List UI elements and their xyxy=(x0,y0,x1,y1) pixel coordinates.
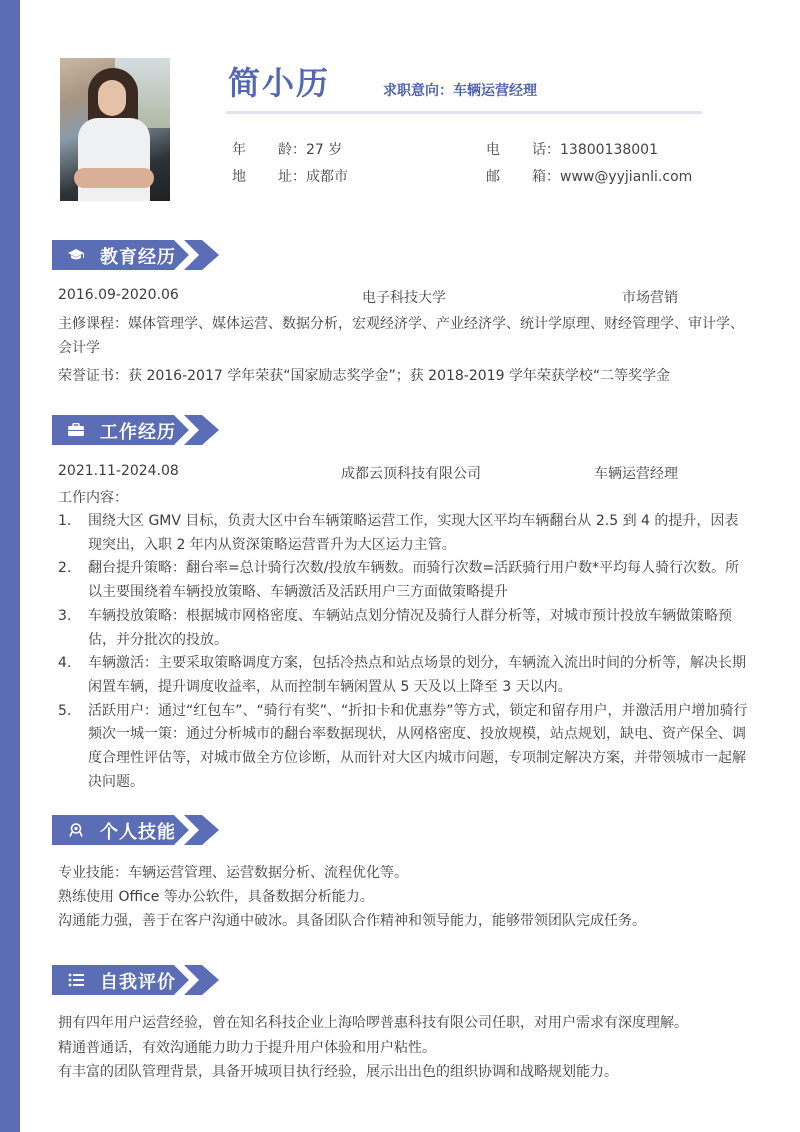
work-duties-list xyxy=(58,510,748,794)
list-item: 1. 围绕大区 GMV 目标，负责大区中台车辆策略运营工作，实现大区平均车辆翻台从 2.5 到 4 的提升，因表现突出，入职 2 年内从资深策略运营晋升为大区运力主管。 xyxy=(58,513,739,553)
edu-courses: 主修课程：媒体管理学、媒体运营、数据分析，宏观经济学、产业经济学、统计学原理、财经管理学、审计学、会计学 xyxy=(58,316,744,356)
list-item: 3. 车辆投放策略：根据城市网格密度、车辆站点划分情况及骑行人群分析等，对城市预计投放车辆做策略预估，并分批次的投放。 xyxy=(58,607,732,648)
briefcase-icon xyxy=(67,423,85,437)
header-separator xyxy=(226,111,702,114)
self-eval-line: 拥有四年用户运营经验，曾在知名科技企业上海哈啰普惠科技有限公司任职，对用户需求有深度理解。 xyxy=(58,1015,688,1031)
edu-school: 电子科技大学 xyxy=(362,290,446,306)
info-phone: 电 话：13800138001 xyxy=(486,142,658,158)
edu-period: 2016.09-2020.06 xyxy=(58,287,179,303)
list-item: 2. 翻台提升策略：翻台率=总计骑行次数/投放车辆数。而骑行次数=活跃骑行用户数*平均每人骑行次数。所以主要围绕着车辆投放策略、车辆激活及活跃用户三方面做策略提升 xyxy=(58,560,740,601)
skill-line: 沟通能力强，善于在客户沟通中破冰。具备团队合作精神和领导能力，能够带领团队完成任务。 xyxy=(58,913,646,929)
section-header-skills: 个人技能 xyxy=(52,815,222,845)
list-icon xyxy=(67,973,85,987)
left-accent-stripe xyxy=(0,0,20,1132)
work-content-label: 工作内容： xyxy=(58,490,128,506)
work-position: 车辆运营经理 xyxy=(594,466,678,482)
info-age: 年 龄：27 岁 xyxy=(232,142,343,158)
job-intent: 求职意向：车辆运营经理 xyxy=(383,83,537,99)
candidate-name: 简小历 xyxy=(228,64,331,102)
edu-honors: 荣誉证书：获 2016-2017 学年荣获“国家励志奖学金”；获 2018-2019 学年荣获学校“二等奖学金 xyxy=(58,368,671,384)
work-company: 成都云顶科技有限公司 xyxy=(341,466,481,482)
graduation-cap-icon xyxy=(67,248,85,262)
self-eval-line: 有丰富的团队管理背景，具备开城项目执行经验，展示出出色的组织协调和战略规划能力。 xyxy=(58,1064,618,1080)
list-item: 4. 车辆激活：主要采取策略调度方案，包括冷热点和站点场景的划分，车辆流入流出时间的分析等，解决长期闲置车辆，提升调度收益率，从而控制车辆闲置从 5 天及以上降至 3 天以内。 xyxy=(58,655,746,695)
section-header-education: 教育经历 xyxy=(52,240,222,270)
self-eval-line: 精通普通话，有效沟通能力助力于提升用户体验和用户粘性。 xyxy=(58,1039,436,1056)
section-header-work: 工作经历 xyxy=(52,415,222,445)
list-item: 5. 活跃用户：通过“红包车”、“骑行有奖”、“折扣卡和优惠券”等方式，锁定和留存用户，并激活用户增加骑行频次一城一策：通过分析城市的翻台率数据现状，从网格密度、投放规模，站点规划，缺电、资产保全、调度合理性评估等，对城市做全方位诊断，从而针对大区内城市问题，专项制定解决方案，并带领城市一起解决问题。 xyxy=(58,702,748,790)
skill-line: 专业技能：车辆运营管理、运营数据分析、流程优化等。 xyxy=(58,865,408,881)
skills-list xyxy=(58,861,748,933)
award-badge-icon xyxy=(67,823,85,837)
work-period: 2021.11-2024.08 xyxy=(58,463,179,479)
info-address: 地 址：成都市 xyxy=(232,169,348,185)
skill-line: 熟练使用 Office 等办公软件，具备数据分析能力。 xyxy=(58,889,374,905)
profile-photo xyxy=(60,58,170,201)
section-header-self-evaluation: 自我评价 xyxy=(52,965,222,995)
edu-major: 市场营销 xyxy=(622,290,678,306)
info-email: 邮 箱：www@yyjianli.com xyxy=(486,169,693,185)
self-evaluation-list xyxy=(58,1011,748,1085)
